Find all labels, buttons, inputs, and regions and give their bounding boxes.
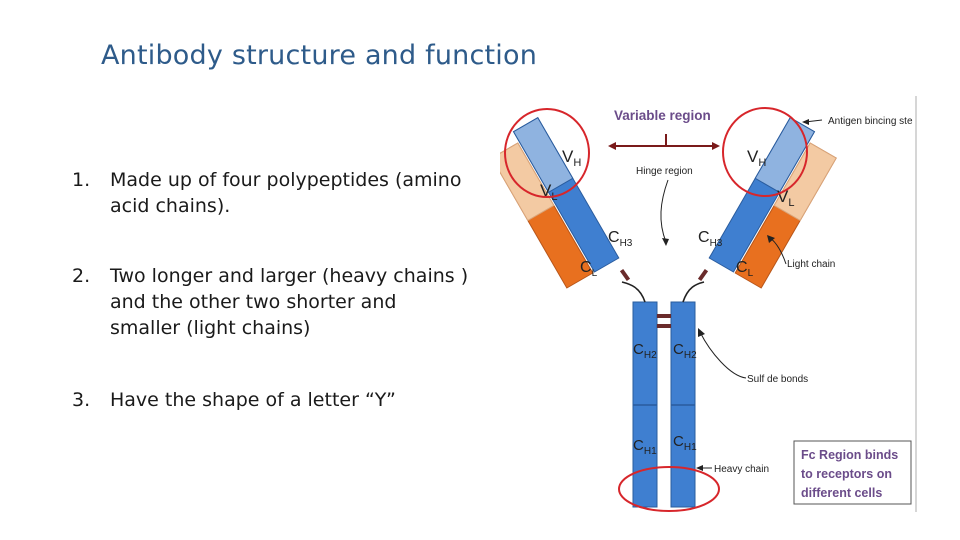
arrow-head [608,142,616,150]
light-chain-label: Light chain [787,259,836,270]
antigen-binding-site-label: Antigen bincing ste [828,116,913,127]
cl-label-left: $C_L$ [580,259,598,279]
fc-line: to receptors on [801,467,892,481]
list-item [72,263,472,341]
sulfide-bond [620,269,630,281]
hinge-pointer [661,180,668,242]
list-text: Have the shape of a letter “Y” [110,389,396,411]
vh-label-right: $V_H$ [747,147,767,169]
list-item [72,387,472,413]
vl-label-right: $V_L$ [777,187,795,209]
fc-line: Fc Region binds [801,448,899,462]
sulfide-bond [657,314,671,318]
hinge-right [683,282,704,302]
ch2-label-left: $C_{H2}$ [633,341,657,361]
variable-region-label: Variable region [614,108,711,123]
ch1-label-right: $C_{H1}$ [673,433,697,453]
hinge-region-label: Hinge region [636,166,693,177]
ch1-label-left: $C_{H1}$ [633,437,657,457]
antibody-svg [500,92,922,514]
list-number: 3. [72,389,91,411]
list-item [72,167,472,219]
sulfide-bonds-label: Sulf de bonds [747,374,809,385]
sulfide-bond [698,269,708,281]
ch2-label-right: $C_{H2}$ [673,341,697,361]
vl-label-left: $V_L$ [540,181,558,203]
pointer-head [662,238,669,246]
pointer-head [802,119,809,125]
hinge-left [622,282,645,302]
list-text: Made up of four polypeptides (amino acid chains). [110,169,462,217]
heavy-chain-label: Heavy chain [714,464,770,475]
fc-line: different cells [801,486,883,500]
list-number: 2. [72,265,91,287]
sulfide-pointer [700,332,746,378]
cl-label-right: $C_L$ [736,259,754,279]
antibody-diagram [500,92,922,514]
left-arm [500,118,619,288]
arrow-head [712,142,720,150]
list-text: Two longer and larger (heavy chains ) and the other two shorter and smaller (light chains) [110,265,469,339]
ch3-label-left: $C_{H3}$ [608,229,633,249]
slide-title: Antibody structure and function [101,40,538,71]
vh-label-left: $V_H$ [562,147,582,169]
ch3-label-right: $C_{H3}$ [698,229,723,249]
sulfide-bond [657,324,671,328]
list-number: 1. [72,169,91,191]
